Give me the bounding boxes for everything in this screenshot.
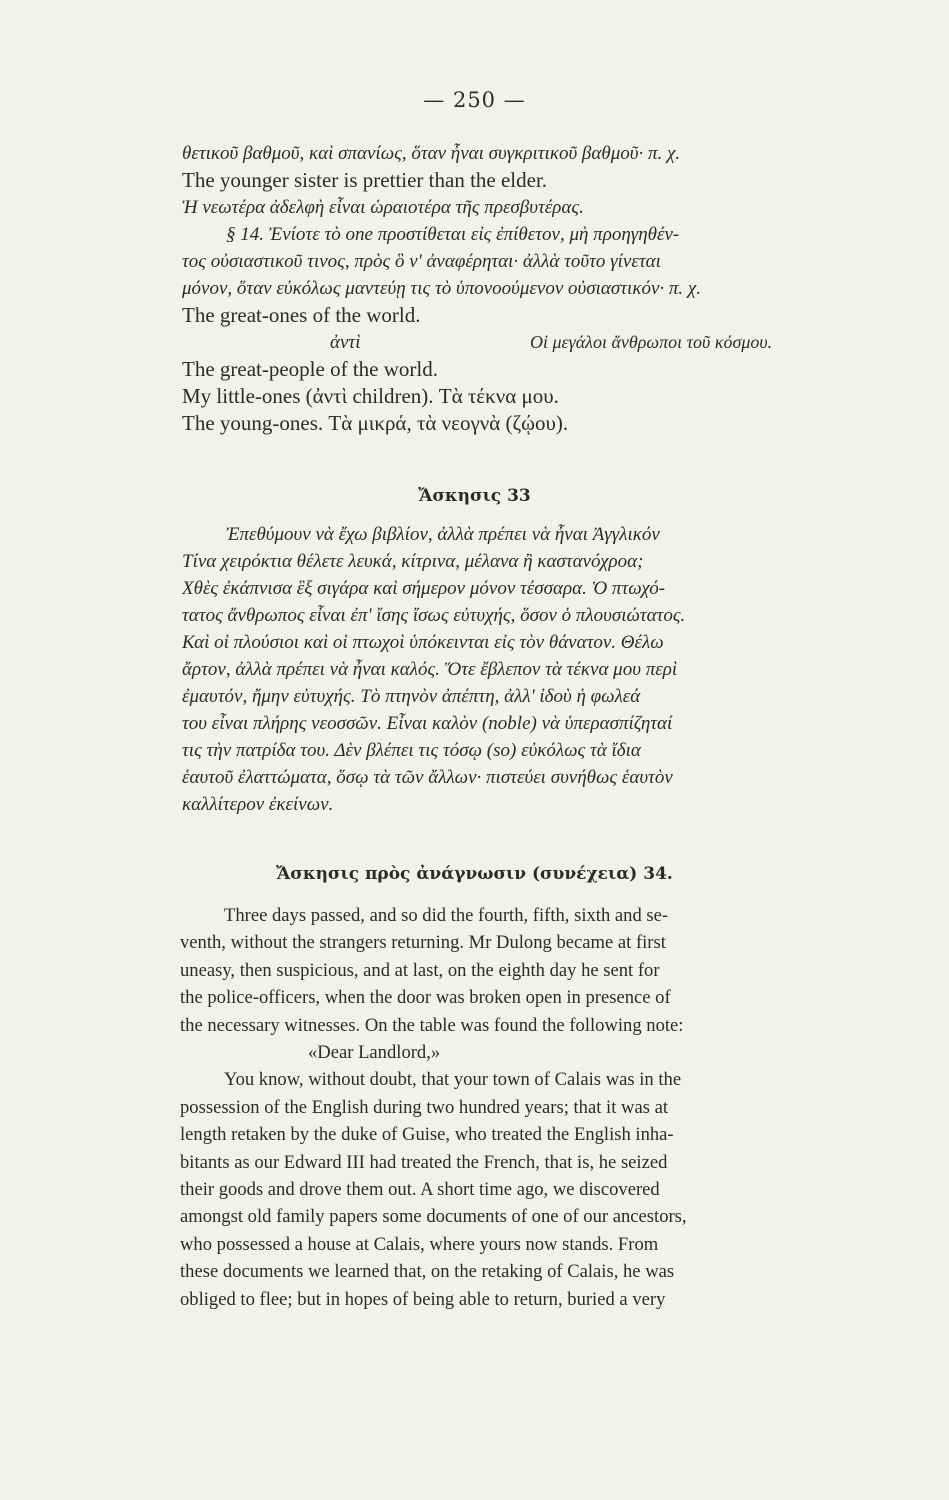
text-line: ἐμαυτόν, ἤμην εὐτυχής. Τὸ πτηνὸν ἀπέπτη, ἀλλ' ἰδοὺ ἡ φωλεά [182,686,641,707]
text-line: Ἡ νεωτέρα ἀδελφὴ εἶναι ὡραιοτέρα τῆς πρεσβυτέρας. [182,197,584,218]
text-line: θετικοῦ βαθμοῦ, καὶ σπανίως, ὅταν ἦναι συγκριτικοῦ βαθμοῦ· π. χ. [182,143,681,164]
passage-line: possession of the English during two hundred years; that it was at [180,1096,669,1118]
passage-line: obliged to flee; but in hopes of being able to return, buried a very [180,1288,666,1310]
text-line: του εἶναι πλήρης νεοσσῶν. Εἶναι καλὸν (noble) νὰ ὑπερασπίζηταί [182,713,673,734]
passage-line: bitants as our Edward III had treated the French, that is, he seized [180,1151,668,1173]
text-line: My little-ones (ἀντὶ children). Τὰ τέκνα μου. [182,384,559,408]
passage-line: who possessed a house at Calais, where yours now stands. From [180,1233,659,1255]
passage-line: uneasy, then suspicious, and at last, on the eighth day he sent for [180,959,660,981]
text-line: The young-ones. Τὰ μικρά, τὰ νεογνὰ (ζῴου). [182,411,569,435]
passage-line: amongst old family papers some documents of one of our ancestors, [180,1206,687,1228]
text-line: Ἐπεθύμουν νὰ ἔχω βιβλίον, ἀλλὰ πρέπει νὰ ἦναι Ἀγγλικόν [226,524,660,545]
passage-line: these documents we learned that, on the retaking of Calais, he was [180,1261,675,1283]
passage-line: the necessary witnesses. On the table was found the following note: [180,1014,684,1036]
text-line: The younger sister is prettier than the elder. [182,168,548,192]
text-line: τις τὴν πατρίδα του. Δὲν βλέπει τις τόσῳ (so) εὐκόλως τὰ ἴδια [182,740,641,761]
text-line: The great-ones of the world. [182,303,421,327]
text-split-left: ἀντὶ [330,332,361,353]
text-line: τος οὐσιαστικοῦ τινος, πρὸς ὃ ν' ἀναφέρηται· ἀλλὰ τοῦτο γίνεται [182,251,661,272]
exercise-33-heading: Ἄσκησις 33 [418,486,531,506]
passage-line: venth, without the strangers returning. Mr Dulong became at first [180,932,666,954]
text-line: § 14. Ἐνίοτε τὸ one προστίθεται εἰς ἐπίθετον, μὴ προηγηθέν- [226,224,680,245]
passage-line: length retaken by the duke of Guise, who treated the English inha- [180,1124,674,1146]
exercise-33-text [182,521,872,818]
text-line: ἑαυτοῦ ἐλαττώματα, ὅσῳ τὰ τῶν ἄλλων· πιστεύει συνήθως ἑαυτὸν [182,767,673,788]
exercise-34-heading: Ἄσκησις πρὸς ἀνάγνωσιν (συνέχεια) 34. [276,864,673,884]
text-line-split [182,329,872,356]
text-line: καλλίτερον ἐκείνων. [182,794,334,815]
text-line: τατος ἄνθρωπος εἶναι ἐπ' ἴσης ἴσως εὐτυχής, ὅσον ὁ πλουσιώτατος. [182,605,686,626]
section-grammar-notes [182,140,872,437]
text-line: The great-people of the world. [182,357,438,381]
reading-passage [180,902,872,1313]
text-split-right: Οἱ μεγάλοι ἄνθρωποι τοῦ κόσμου. [530,332,773,352]
text-line: Χθὲς ἐκάπνισα ἓξ σιγάρα καὶ σήμερον μόνον τέσσαρα. Ὁ πτωχό- [182,578,666,599]
passage-line: Three days passed, and so did the fourth, fifth, sixth and se- [224,905,669,926]
text-line: Τίνα χειρόκτια θέλετε λευκά, κίτρινα, μέλανα ἢ καστανόχροα; [182,551,644,572]
text-line: μόνον, ὅταν εὐκόλως μαντεύῃ τις τὸ ὑπονοούμενον οὐσιαστικόν· π. χ. [182,278,702,299]
passage-line: the police-officers, when the door was broken open in presence of [180,987,671,1009]
text-line: Καὶ οἱ πλούσιοι καὶ οἱ πτωχοὶ ὑπόκεινται εἰς τὸν θάνατον. Θέλω [182,632,664,653]
letter-salutation: «Dear Landlord,» [308,1042,441,1064]
passage-line: their goods and drove them out. A short time ago, we discovered [180,1179,660,1201]
text-line: ἄρτον, ἀλλὰ πρέπει νὰ ἦναι καλός. Ὅτε ἔβλεπον τὰ τέκνα μου περὶ [182,659,678,680]
passage-line: You know, without doubt, that your town of Calais was in the [224,1069,682,1091]
page-number: — 250 — [423,88,526,112]
